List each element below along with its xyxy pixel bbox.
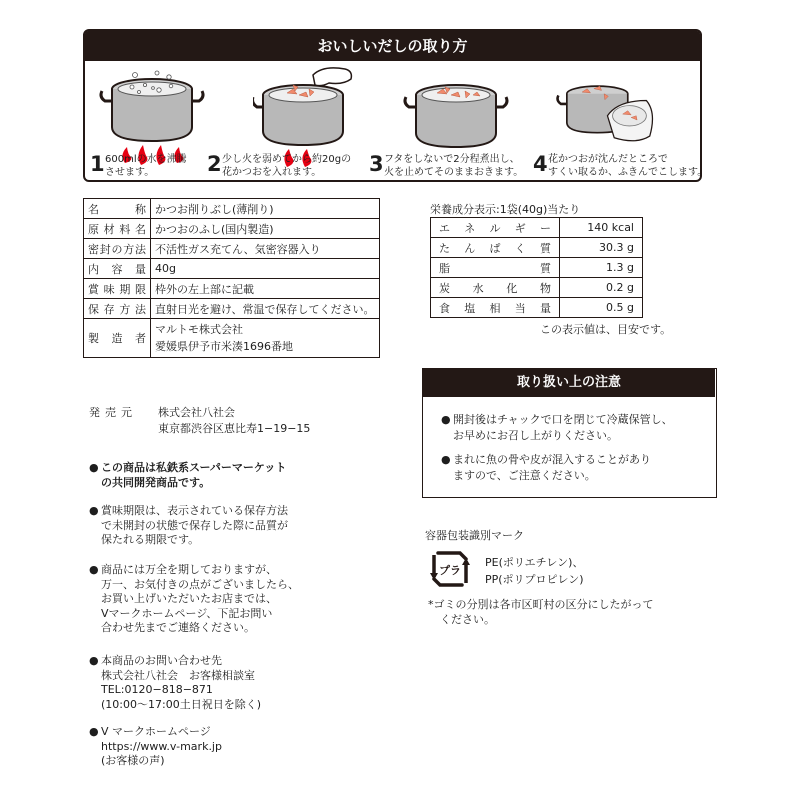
nutrient-label: たんぱく質	[431, 238, 560, 258]
table-row	[84, 279, 380, 299]
row-value: 不活性ガス充てん、気密容器入り	[151, 239, 380, 259]
note-line: この商品は私鉄系スーパーマーケット	[101, 461, 287, 474]
table-row	[431, 218, 643, 238]
note-contact-store	[89, 563, 389, 638]
nutrition-caption: 栄養成分表示:1袋(40g)当たり	[430, 203, 581, 216]
handling-line-1: まれに魚の骨や皮が混入することがあり	[453, 453, 651, 466]
note-line: V マークホームページ	[101, 725, 211, 738]
nutrient-value: 0.2 g	[560, 278, 643, 298]
table-row	[84, 219, 380, 239]
note-line: お買い上げいただいたお店までは、	[101, 592, 277, 605]
handling-precautions-box	[422, 368, 717, 498]
nutrient-label: 食塩相当量	[431, 298, 560, 318]
recycling-title: 容器包装識別マーク	[425, 529, 524, 542]
table-row	[84, 299, 380, 319]
dashi-title: おいしいだしの取り方	[85, 31, 700, 61]
nutrient-label: 炭水化物	[431, 278, 560, 298]
handling-text	[453, 412, 673, 444]
bullet-icon: ●	[89, 563, 99, 576]
maker-name: マルトモ株式会社	[155, 323, 243, 336]
bullet-icon: ●	[441, 453, 451, 466]
note-line: 保たれる期限です。	[101, 533, 200, 546]
bullet-icon: ●	[89, 725, 99, 738]
bullet-icon: ●	[89, 504, 99, 517]
table-row	[84, 239, 380, 259]
note-line: 賞味期限は、表示されている保存方法	[101, 504, 288, 517]
step-text	[105, 153, 187, 179]
vmark-url-link[interactable]: https://www.v-mark.jp	[101, 739, 222, 753]
step-line-1: 少し火を弱めてから約20gの	[222, 154, 352, 165]
step-line-1: フタをしないで2分程煮出し、	[384, 154, 520, 165]
note-vmark	[89, 725, 389, 770]
note-line: (お客様の声)	[101, 754, 165, 767]
note-line: (10:00〜17:00土日祝日を除く)	[101, 697, 261, 711]
note-line: *ゴミの分別は各市区町村の区分にしたがって	[428, 598, 654, 611]
handling-line-1: 開封後はチャックで口を閉じて冷蔵保管し、	[453, 413, 673, 426]
row-value: かつおのふし(国内製造)	[151, 219, 380, 239]
dashi-step-3	[369, 152, 524, 180]
step-line-2: させます。	[105, 167, 155, 178]
table-row	[431, 278, 643, 298]
note-best-before	[89, 504, 389, 549]
row-value: 直射日光を避け、常温で保存してください。	[151, 299, 380, 319]
note-line: ください。	[440, 613, 495, 626]
dashi-step-4	[533, 152, 708, 180]
step-line-1: 600mlの水を沸騰	[105, 154, 187, 165]
step-number: 3	[369, 152, 384, 176]
nutrient-label: 脂質	[431, 258, 560, 278]
recycle-mark-text: プラ	[439, 564, 461, 577]
product-info-table	[83, 198, 380, 358]
note-line: 万一、お気付きの点がございましたら、	[101, 577, 299, 591]
row-label: 密封の方法	[84, 239, 151, 259]
table-row	[431, 238, 643, 258]
table-row	[84, 319, 380, 358]
nutrition-table	[430, 217, 643, 318]
handling-line-2: ますので、ご注意ください。	[453, 469, 596, 482]
maker-address: 愛媛県伊予市米湊1696番地	[155, 340, 293, 353]
table-row	[431, 298, 643, 318]
bullet-icon: ●	[89, 654, 99, 667]
table-row	[84, 199, 380, 219]
note-line: で未開封の状態で保存した際に品質が	[101, 518, 288, 532]
recycle-pla-icon	[428, 547, 472, 591]
row-value: 枠外の左上部に記載	[151, 279, 380, 299]
note-line: 本商品のお問い合わせ先	[101, 654, 222, 667]
nutrition-note: この表示値は、目安です。	[540, 323, 672, 336]
dashi-step-2	[207, 152, 357, 180]
note-line: 商品には万全を期しておりますが、	[101, 563, 277, 576]
phone-number: TEL:0120−818−871	[101, 683, 213, 696]
handling-item	[441, 412, 711, 444]
nutrient-label: エネルギー	[431, 218, 560, 238]
seller-label: 発売元	[89, 406, 137, 419]
row-label: 名称	[84, 199, 151, 219]
note-inquiry	[89, 654, 389, 714]
step-number: 4	[533, 152, 548, 176]
bullet-icon: ●	[89, 461, 99, 474]
row-value: かつお削りぶし(薄削り)	[151, 199, 380, 219]
step-line-2: 花かつおを入れます。	[222, 167, 322, 178]
row-label: 内容量	[84, 259, 151, 279]
row-label: 賞味期限	[84, 279, 151, 299]
bullet-icon: ●	[441, 413, 451, 426]
garbage-sorting-note	[428, 597, 654, 627]
note-line: Vマークホームページ、下記お問い	[101, 606, 273, 620]
step-line-1: 花かつおが沈んだところで	[548, 154, 668, 165]
step-text	[222, 153, 351, 179]
step-number: 1	[90, 152, 105, 176]
handling-title: 取り扱い上の注意	[423, 369, 715, 397]
seller-name: 株式会社八社会	[158, 406, 235, 419]
step-text	[384, 153, 523, 179]
nutrient-value: 1.3 g	[560, 258, 643, 278]
row-value: 40g	[151, 259, 380, 279]
recycling-pe: PE(ポリエチレン)、	[485, 556, 584, 569]
nutrient-value: 0.5 g	[560, 298, 643, 318]
handling-line-2: お早めにお召し上がりください。	[453, 429, 618, 442]
nutrient-value: 140 kcal	[560, 218, 643, 238]
handling-item	[441, 452, 711, 484]
step-text	[548, 153, 707, 179]
row-label: 保存方法	[84, 299, 151, 319]
dashi-instructions-box	[83, 29, 708, 182]
table-row	[84, 259, 380, 279]
seller-address: 東京都渋谷区恵比寿1−19−15	[158, 422, 311, 435]
row-label: 製造者	[84, 319, 151, 358]
note-line: 株式会社八社会 お客様相談室	[101, 668, 255, 682]
note-line: の共同開発商品です。	[101, 475, 211, 489]
row-value	[151, 319, 380, 358]
step-line-2: すくい取るか、ふきんでこします。	[548, 167, 708, 178]
nutrient-value: 30.3 g	[560, 238, 643, 258]
note-cooperative-product	[89, 461, 389, 491]
step-number: 2	[207, 152, 222, 176]
handling-text	[453, 452, 651, 484]
note-line: 合わせ先までご連絡ください。	[101, 621, 255, 634]
step-line-2: 火を止めてそのままおきます。	[384, 167, 524, 178]
recycling-pp: PP(ポリプロピレン)	[485, 573, 584, 586]
table-row	[431, 258, 643, 278]
row-label: 原材料名	[84, 219, 151, 239]
